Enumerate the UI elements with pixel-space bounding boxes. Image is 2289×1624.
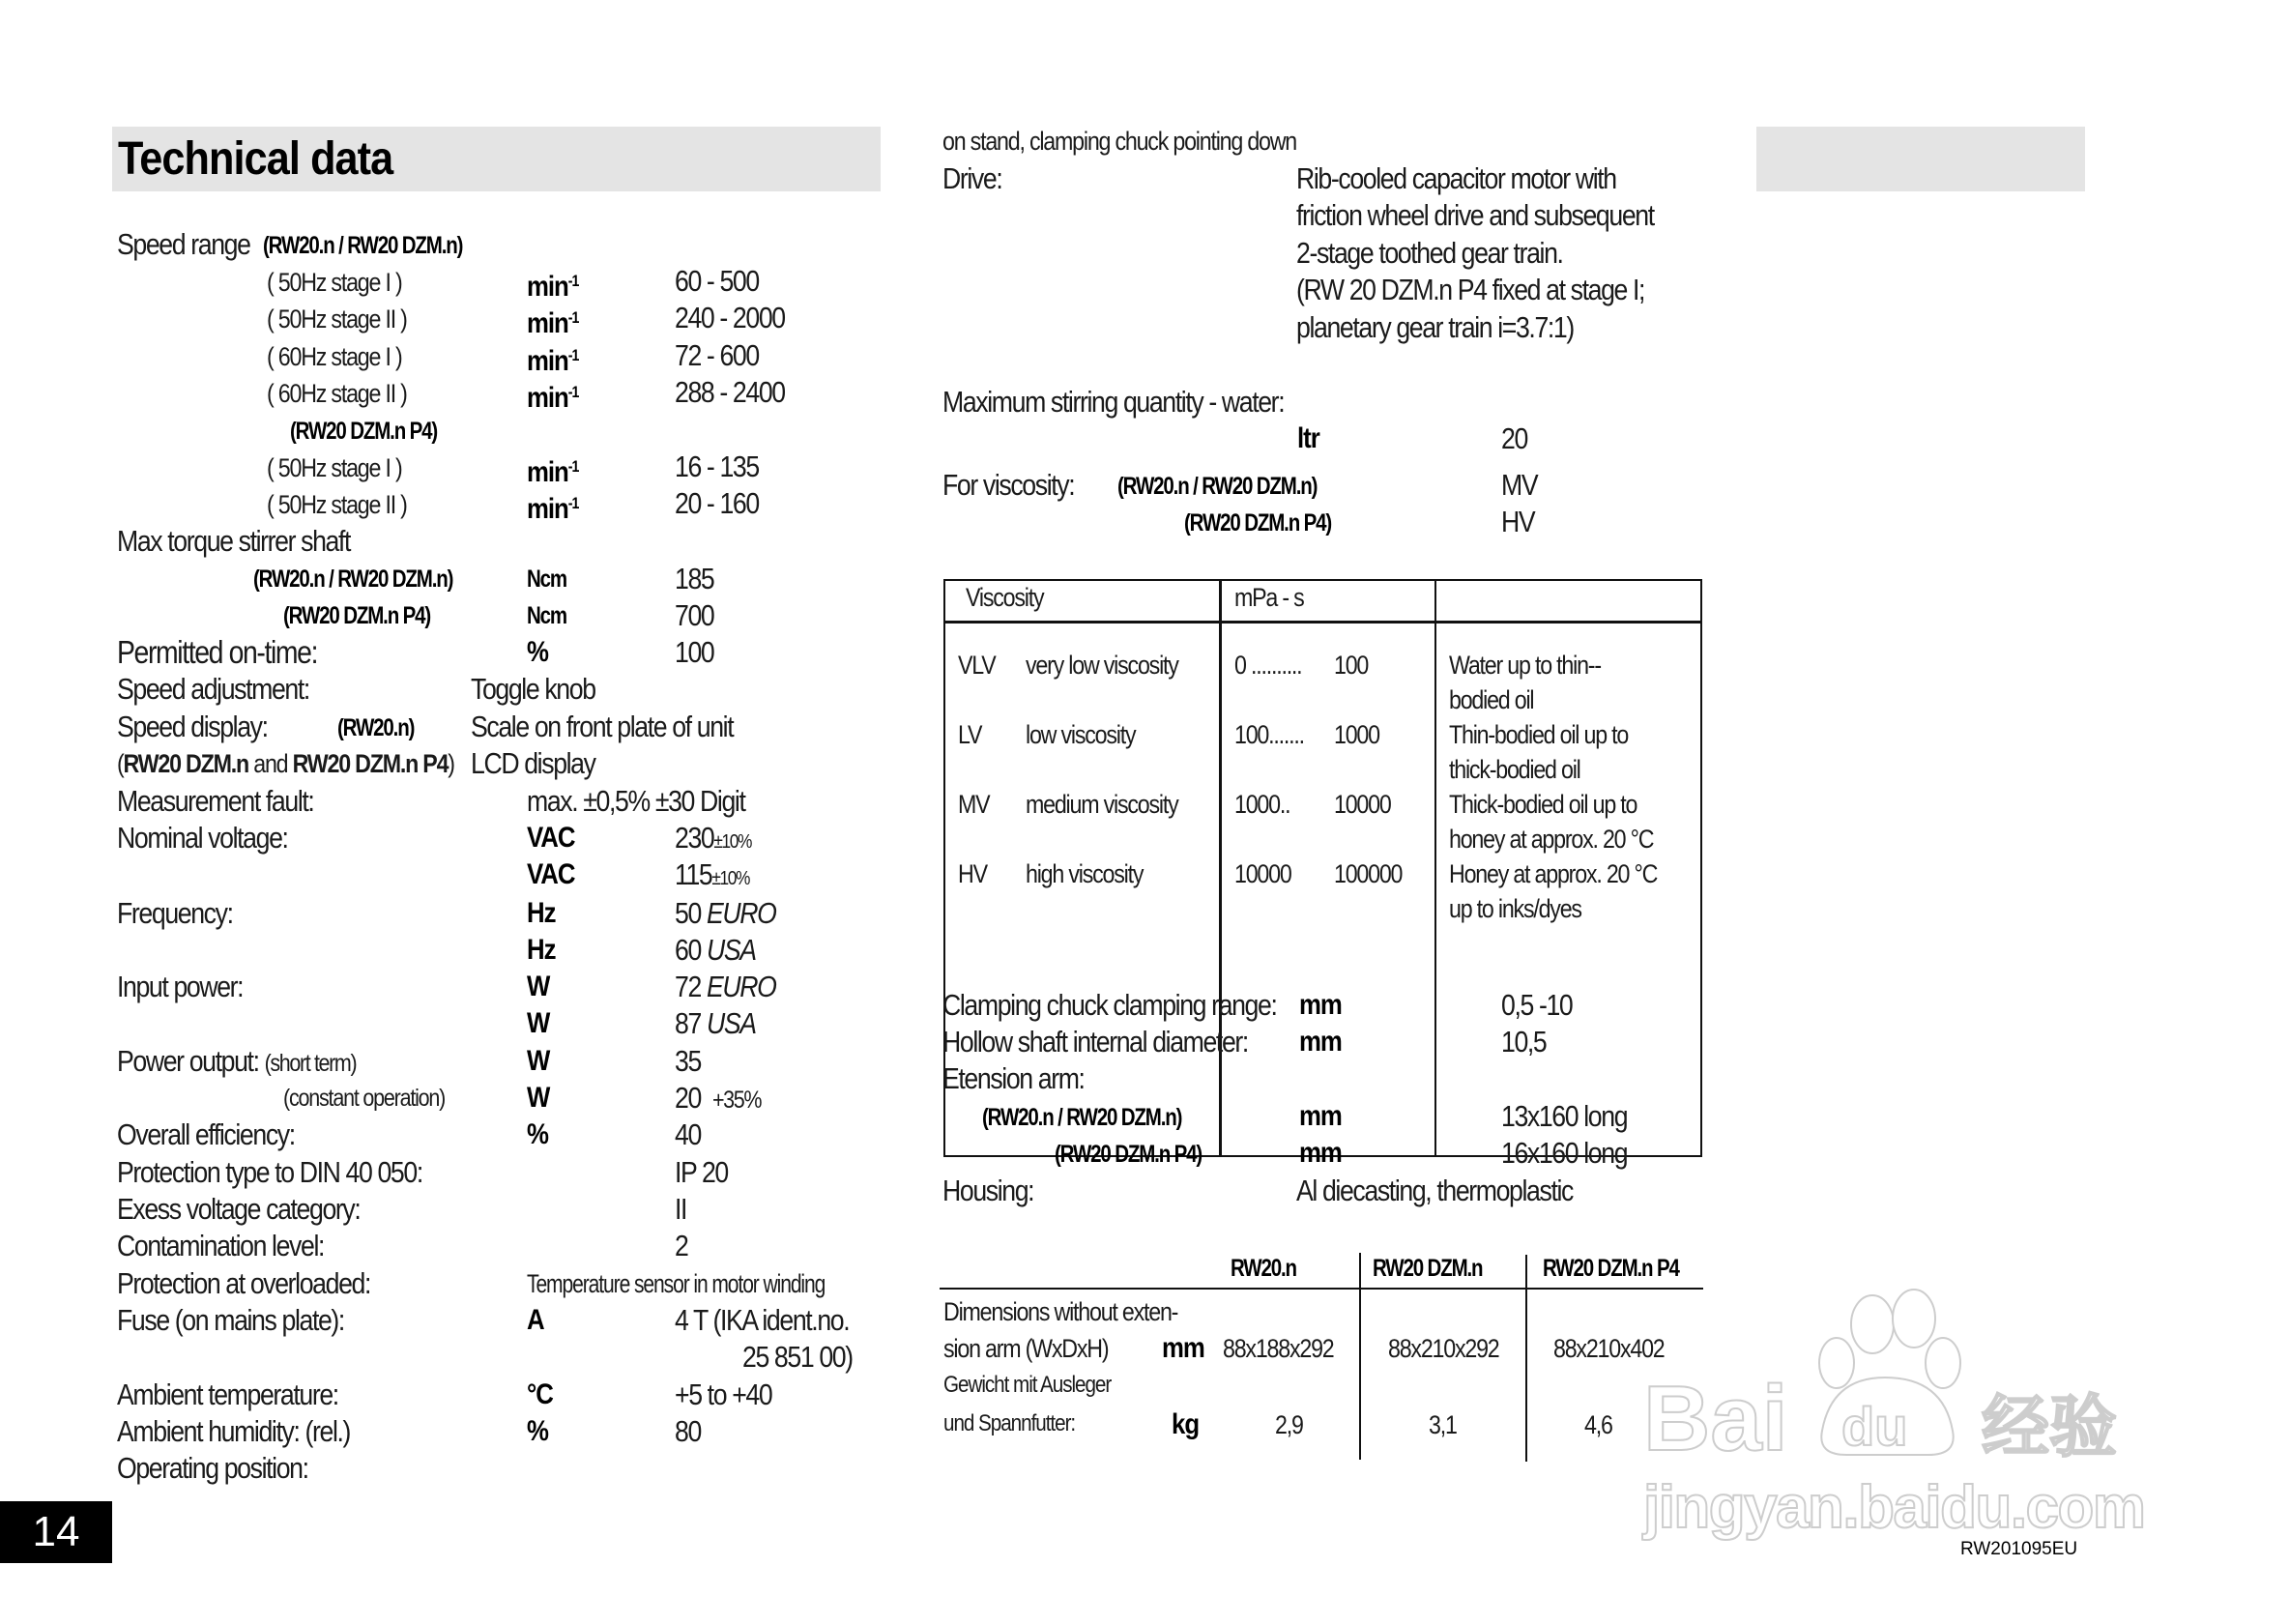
table-divider	[1525, 1255, 1527, 1462]
speed-value: 60 - 500	[675, 264, 759, 298]
drive-label: Drive:	[942, 161, 1002, 195]
voltage-unit: VAC	[527, 822, 575, 854]
speed-cond: ( 60Hz stage II )	[267, 379, 407, 408]
visc-to: 1000	[1334, 720, 1379, 749]
fuse-value: 4 T (IKA ident.no.	[675, 1303, 850, 1337]
extension-arm-model: (RW20.n / RW20 DZM.n)	[982, 1104, 1182, 1131]
torque-value: 700	[675, 598, 714, 632]
extension-arm-label: Etension arm:	[942, 1061, 1085, 1095]
contamination-value: 2	[675, 1229, 688, 1262]
frequency-label: Frequency:	[117, 896, 233, 930]
efficiency-value: 40	[675, 1117, 701, 1151]
excess-voltage-label: Exess voltage category:	[117, 1192, 361, 1226]
visc-desc: bodied oil	[1449, 685, 1534, 714]
measurement-fault-label: Measurement fault:	[117, 784, 314, 818]
baidu-paw-icon	[1624, 1286, 2165, 1566]
torque-unit: Ncm	[527, 602, 566, 629]
fuse-value-cont: 25 851 00)	[742, 1340, 853, 1374]
power-output-value: 20 +35%	[675, 1081, 762, 1115]
frequency-value: 60 USA	[675, 933, 756, 967]
speed-display-label: Speed display:	[117, 710, 268, 743]
torque-model: (RW20.n / RW20 DZM.n)	[253, 566, 453, 593]
dim-label: Dimensions without exten-	[943, 1297, 1178, 1326]
speed-unit: $\min^{-1}$	[527, 306, 579, 339]
input-power-label: Input power:	[117, 970, 244, 1003]
table-divider	[1219, 579, 1222, 1157]
visc-from: 100.......	[1234, 720, 1304, 749]
max-quantity-unit: ltr	[1297, 422, 1319, 454]
page-title: Technical data	[118, 133, 393, 185]
speed-display-value-a: Scale on front plate of unit	[471, 710, 734, 743]
visc-from: 10000	[1234, 859, 1291, 888]
housing-value: Al diecasting, thermoplastic	[1296, 1174, 1573, 1207]
dim-value: 88x210x292	[1388, 1334, 1499, 1363]
speed-value: 72 - 600	[675, 338, 759, 372]
visc-name: low viscosity	[1026, 720, 1136, 749]
input-power-value: 72 EURO	[675, 970, 776, 1003]
weight-value: 3,1	[1429, 1410, 1457, 1439]
overload-label: Protection at overloaded:	[117, 1266, 371, 1300]
drive-line: 2-stage toothed gear train.	[1296, 236, 1563, 270]
protection-type-label: Protection type to DIN 40 050:	[117, 1155, 422, 1189]
max-quantity-label: Maximum stirring quantity - water:	[942, 385, 1285, 419]
voltage-value: 115±10%	[675, 857, 750, 891]
weight-value: 4,6	[1584, 1410, 1612, 1439]
visc-desc: Water up to thin--	[1449, 651, 1601, 680]
speed-value: 20 - 160	[675, 486, 759, 520]
nominal-voltage-label: Nominal voltage:	[117, 821, 288, 855]
frequency-value: 50 EURO	[675, 896, 776, 930]
on-time-unit: %	[527, 636, 548, 668]
for-viscosity-label: For viscosity:	[942, 468, 1075, 502]
speed-unit: $\min^{-1}$	[527, 492, 579, 525]
voltage-unit: VAC	[527, 858, 575, 890]
extension-arm-model: (RW20 DZM.n P4)	[1055, 1141, 1202, 1168]
viscosity-header: Viscosity	[966, 583, 1044, 612]
dim-header: RW20.n	[1231, 1255, 1296, 1282]
ambient-humidity-value: 80	[675, 1414, 701, 1448]
weight-label: und Spannfutter:	[943, 1410, 1076, 1436]
visc-to: 100000	[1334, 859, 1403, 888]
clamping-range-unit: mm	[1299, 989, 1342, 1021]
table-divider	[940, 1288, 1703, 1290]
extension-arm-unit: mm	[1299, 1137, 1342, 1169]
measurement-fault-value: max. ±0,5% ±30 Digit	[527, 784, 745, 818]
svg-text:jingyan.baidu.com: jingyan.baidu.com	[1643, 1474, 2146, 1541]
speed-range-model-b: (RW20 DZM.n P4)	[290, 418, 438, 445]
efficiency-unit: %	[527, 1118, 548, 1150]
clamping-range-label: Clamping chuck clamping range:	[942, 988, 1277, 1022]
table-divider	[1359, 1253, 1361, 1460]
on-time-label: Permitted on-time:	[117, 634, 318, 670]
dim-value: 88x188x292	[1223, 1334, 1334, 1363]
mpa-header: mPa - s	[1234, 583, 1304, 612]
speed-cond: ( 50Hz stage II )	[267, 304, 407, 334]
hollow-shaft-unit: mm	[1299, 1026, 1342, 1058]
speed-unit: $\min^{-1}$	[527, 455, 579, 488]
speed-display-model-b: (RW20 DZM.n and RW20 DZM.n P4)	[117, 749, 454, 778]
efficiency-label: Overall efficiency:	[117, 1117, 295, 1151]
weight-value: 2,9	[1275, 1410, 1303, 1439]
speed-adjustment-value: Toggle knob	[471, 672, 595, 706]
weight-label: Gewicht mit Ausleger	[943, 1372, 1112, 1398]
speed-cond: ( 50Hz stage I )	[267, 268, 402, 297]
svg-text:经验: 经验	[1982, 1387, 2117, 1466]
speed-cond: ( 50Hz stage I )	[267, 453, 402, 482]
fuse-unit: A	[527, 1304, 544, 1336]
torque-model: (RW20 DZM.n P4)	[283, 602, 431, 629]
input-power-unit: W	[527, 971, 550, 1002]
frequency-unit: Hz	[527, 934, 556, 966]
ambient-temp-value: +5 to +40	[675, 1378, 772, 1411]
dim-label: sion arm (WxDxH)	[943, 1334, 1109, 1363]
fuse-label: Fuse (on mains plate):	[117, 1303, 344, 1337]
for-viscosity-value: MV	[1501, 468, 1538, 502]
speed-adjustment-label: Speed adjustment:	[117, 672, 309, 706]
ambient-humidity-unit: %	[527, 1415, 548, 1447]
power-output-unit: W	[527, 1045, 550, 1077]
visc-desc: up to inks/dyes	[1449, 894, 1581, 923]
visc-to: 100	[1334, 651, 1369, 680]
visc-code: VLV	[958, 651, 996, 680]
for-viscosity-model: (RW20.n / RW20 DZM.n)	[1117, 473, 1318, 500]
header-gray-box	[1756, 127, 2085, 191]
clamping-range-value: 0,5 -10	[1501, 988, 1573, 1022]
housing-label: Housing:	[942, 1174, 1034, 1207]
visc-code: LV	[958, 720, 982, 749]
visc-desc: Honey at approx. 20 °C	[1449, 859, 1658, 888]
overload-value: Temperature sensor in motor winding	[527, 1269, 826, 1298]
weight-unit: kg	[1172, 1408, 1200, 1440]
visc-code: MV	[958, 790, 990, 819]
speed-cond: ( 50Hz stage II )	[267, 490, 407, 519]
dim-unit: mm	[1162, 1332, 1204, 1364]
speed-unit: $\min^{-1}$	[527, 381, 579, 414]
hollow-shaft-value: 10,5	[1501, 1025, 1547, 1058]
speed-value: 288 - 2400	[675, 375, 785, 409]
visc-name: very low viscosity	[1026, 651, 1178, 680]
visc-name: medium viscosity	[1026, 790, 1178, 819]
speed-range-model-a: (RW20.n / RW20 DZM.n)	[263, 232, 463, 259]
ambient-temp-label: Ambient temperature:	[117, 1378, 338, 1411]
extension-arm-unit: mm	[1299, 1100, 1342, 1132]
torque-value: 185	[675, 562, 714, 595]
drive-line: planetary gear train i=3.7:1)	[1296, 310, 1574, 344]
speed-cond: ( 60Hz stage I )	[267, 342, 402, 371]
drive-line: friction wheel drive and subsequent	[1296, 198, 1654, 232]
visc-to: 10000	[1334, 790, 1391, 819]
table-divider	[943, 621, 1702, 624]
table-divider	[1434, 579, 1436, 1157]
torque-unit: Ncm	[527, 566, 566, 593]
visc-code: HV	[958, 859, 987, 888]
svg-text:Bai: Bai	[1643, 1367, 1788, 1470]
visc-desc: Thin-bodied oil up to	[1449, 720, 1629, 749]
excess-voltage-value: II	[675, 1192, 687, 1226]
speed-value: 240 - 2000	[675, 301, 785, 334]
voltage-value: 230±10%	[675, 821, 752, 855]
power-output-value: 35	[675, 1044, 701, 1078]
visc-from: 1000..	[1234, 790, 1290, 819]
ambient-temp-unit: °C	[527, 1378, 553, 1410]
visc-desc: thick-bodied oil	[1449, 755, 1580, 784]
ambient-humidity-label: Ambient humidity: (rel.)	[117, 1414, 351, 1448]
input-power-value: 87 USA	[675, 1006, 756, 1040]
on-time-value: 100	[675, 635, 714, 669]
dim-header: RW20 DZM.n	[1373, 1255, 1483, 1282]
baidu-watermark	[1624, 1286, 2165, 1566]
operating-position-value: on stand, clamping chuck pointing down	[942, 127, 1297, 156]
svg-text:du: du	[1841, 1396, 1908, 1457]
dim-header: RW20 DZM.n P4	[1543, 1255, 1679, 1282]
drive-line: (RW 20 DZM.n P4 fixed at stage I;	[1296, 273, 1645, 306]
drive-line: Rib-cooled capacitor motor with	[1296, 161, 1616, 195]
page-number: 14	[0, 1501, 112, 1563]
max-quantity-value: 20	[1501, 421, 1527, 455]
speed-unit: $\min^{-1}$	[527, 270, 579, 303]
visc-desc: honey at approx. 20 °C	[1449, 825, 1654, 854]
visc-name: high viscosity	[1026, 859, 1144, 888]
protection-type-value: IP 20	[675, 1155, 728, 1189]
frequency-unit: Hz	[527, 897, 556, 929]
operating-position-label: Operating position:	[117, 1451, 308, 1485]
extension-arm-value: 13x160 long	[1501, 1099, 1628, 1133]
input-power-unit: W	[527, 1007, 550, 1039]
for-viscosity-value: HV	[1501, 505, 1535, 538]
speed-display-model-a: (RW20.n)	[337, 714, 415, 741]
document-id: RW201095EU	[1960, 1539, 2078, 1559]
extension-arm-value: 16x160 long	[1501, 1136, 1628, 1170]
for-viscosity-model: (RW20 DZM.n P4)	[1184, 509, 1332, 536]
torque-label: Max torque stirrer shaft	[117, 524, 351, 558]
contamination-label: Contamination level:	[117, 1229, 325, 1262]
power-output-label: Power output: (short term)	[117, 1044, 357, 1078]
speed-range-label: Speed range	[117, 227, 250, 261]
speed-value: 16 - 135	[675, 450, 759, 483]
dim-value: 88x210x402	[1553, 1334, 1665, 1363]
power-output-mode: (constant operation)	[283, 1085, 446, 1112]
speed-unit: $\min^{-1}$	[527, 344, 579, 377]
power-output-unit: W	[527, 1082, 550, 1114]
hollow-shaft-label: Hollow shaft internal diameter:	[942, 1025, 1248, 1058]
speed-display-value-b: LCD display	[471, 746, 595, 780]
visc-desc: Thick-bodied oil up to	[1449, 790, 1637, 819]
visc-from: 0 ..........	[1234, 651, 1302, 680]
